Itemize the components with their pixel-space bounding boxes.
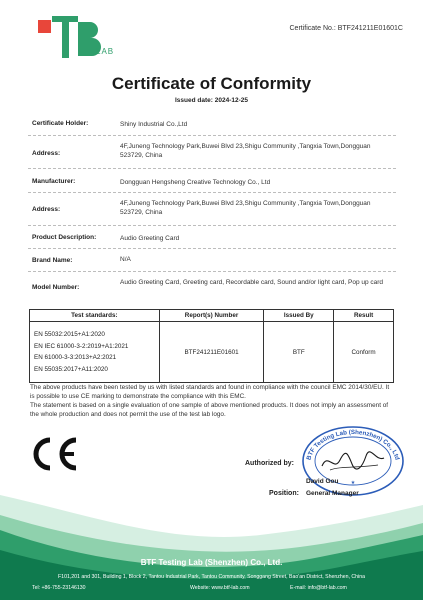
result-cell: Conform <box>334 322 394 383</box>
svg-text:★: ★ <box>350 480 356 486</box>
lab-address: F101,201 and 301, Building 1, Block 2, Tantou Industrial Park, Tantou Community, Songgang Street, Bao'an District, Shenzhen, China <box>58 574 365 580</box>
lab-telephone: Tel: +86-755-23146130 <box>32 585 86 591</box>
lab-name: BTF Testing Lab (Shenzhen) Co., Ltd. <box>140 558 283 567</box>
issued-date: Issued date: 2024-12-25 <box>175 97 248 104</box>
brand-name-label: Brand Name: <box>32 257 73 264</box>
issued-by-cell: BTF <box>264 322 334 383</box>
handwritten-signature <box>318 448 388 474</box>
column-header-issued-by: Issued By <box>264 310 334 322</box>
authorized-by-label: Authorized by: <box>245 460 294 467</box>
column-header-standards: Test standards: <box>30 310 160 322</box>
model-number-value: Audio Greeting Card, Greeting card, Recordable card, Sound and/or light card, Pop up card <box>120 279 384 286</box>
divider <box>28 192 396 193</box>
signer-name: David Gou <box>306 478 339 485</box>
divider <box>28 135 396 136</box>
table-header-row <box>30 310 394 322</box>
manufacturer-address-label: Address: <box>32 206 61 213</box>
lab-website-link[interactable]: Website: www.btf-lab.com <box>190 585 250 591</box>
standard-item: EN 61000-3-3:2013+A2:2021 <box>34 354 117 361</box>
column-header-result: Result <box>334 310 394 322</box>
standard-item: EN IEC 61000-3-2:2019+A1:2021 <box>34 342 129 350</box>
brand-name-value: N/A <box>120 256 131 263</box>
model-number-label: Model Number: <box>32 284 80 291</box>
divider <box>28 271 396 272</box>
test-standards-table <box>29 309 394 383</box>
compliance-statement: The above products have been tested by us with listed standards and found in compliance with the council EMC 2014/30/EU. It is possible to use CE marking to demonstrate the compliance with this EMC. <box>30 384 390 400</box>
product-description-value: Audio Greeting Card <box>120 235 180 242</box>
table-row <box>30 322 394 383</box>
certificate-number: Certificate No.: BTF241211E01601C <box>289 25 403 32</box>
position-label: Position: <box>269 490 299 497</box>
ce-mark-icon <box>28 436 80 472</box>
column-header-report: Report(s) Number <box>159 310 264 322</box>
manufacturer-value: Dongguan Hengsheng Creative Technology Co., Ltd <box>120 179 271 186</box>
holder-address-value: 4F,Juneng Technology Park,Buwei Blvd 23,Shigu Community ,Tangxia Town,Dongguan 523729, China <box>120 143 371 159</box>
manufacturer-label: Manufacturer: <box>32 178 76 185</box>
position-value: General Manager <box>306 490 359 497</box>
certificate-holder-label: Certificate Holder: <box>32 120 89 127</box>
standard-item: EN 55032:2015+A1:2020 <box>34 331 105 338</box>
product-description-label: Product Description: <box>32 234 97 241</box>
svg-text:LAB: LAB <box>96 47 115 56</box>
manufacturer-address-value: 4F,Juneng Technology Park,Buwei Blvd 23,Shigu Community ,Tangxia Town,Dongguan 523729, China <box>120 200 371 216</box>
divider <box>28 248 396 249</box>
evaluation-statement: The statement is based on a single evaluation of one sample of above mentioned products. It does not imply an assessment of the whole production and does not permit the use of the test lab logo. <box>30 402 389 418</box>
divider <box>28 168 396 169</box>
btf-lab-logo <box>38 14 128 60</box>
lab-email-link[interactable]: E-mail: info@btf-lab.com <box>290 585 347 591</box>
certificate-holder-value: Shiny Industrial Co.,Ltd <box>120 121 188 128</box>
standard-item: EN 55035:2017+A11:2020 <box>34 365 108 373</box>
standards-cell <box>30 322 160 383</box>
divider <box>28 225 396 226</box>
certificate-title: Certificate of Conformity <box>111 74 312 93</box>
svg-text:BTF Testing Lab (Shenzhen) Co.: BTF Testing Lab (Shenzhen) Co., Ltd <box>305 428 401 461</box>
holder-address-label: Address: <box>32 150 61 157</box>
report-number-cell: BTF241211E01601 <box>159 322 264 383</box>
